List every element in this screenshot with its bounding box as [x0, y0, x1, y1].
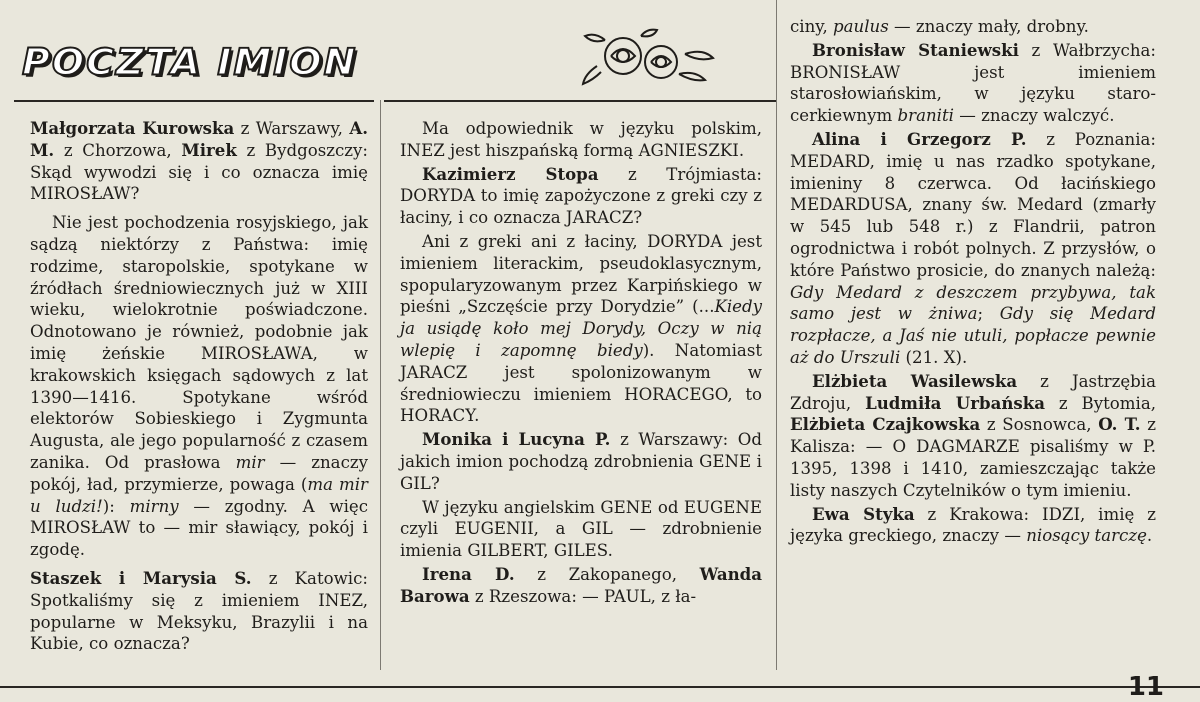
reader-name: Staszek i Marysia S. [30, 567, 252, 588]
section-title [22, 40, 542, 90]
text-run: z Poznania: MEDARD, imię u nas rzadko spotykane, imieniny 8 czerwca. Od łacińskiego MEDARDUSA, znany św. Medard (zmarły w 545 lub 548 r.) z Flandrii, patron ogrodnictwa i robót polnych. Z przysłów, o które Państwo prosicie, do znanych należą: [790, 129, 1157, 280]
paragraph [400, 429, 762, 494]
text-run: z Zakopanego, [514, 564, 700, 584]
text-run: z Warszawy: Od jakich imion pochodzą zdrobnienia GENE i GIL? [400, 430, 762, 493]
text-run: Ani z greki ani z łaciny, DORYDA jest imieniem literackim, pseudoklasycznym, spopularyzowanym przez Karpińskiego w pieśni „Szczęście przy Dorydzie” (... [400, 231, 762, 317]
italic-run: mirny [129, 496, 179, 516]
reader-name: Elżbieta Wasilewska [812, 370, 1018, 391]
column-divider [380, 100, 381, 670]
header-rule [384, 100, 776, 102]
text-run: ciny, [790, 17, 834, 36]
reader-name: Alina i Grzegorz P. [812, 128, 1027, 149]
paragraph [400, 497, 762, 562]
paragraph [400, 231, 762, 427]
text-column-3 [790, 16, 1156, 549]
text-run: z Rzeszowa: — PAUL, z ła- [469, 586, 697, 606]
text-run: Ma odpowiednik w języku polskim, INEZ jest hiszpańską formą AGNIESZKI. [400, 119, 762, 160]
paragraph [30, 212, 368, 561]
text-run: z Wałbrzycha: BRONISŁAW jest imieniem starosłowiańskim, w języku staro-cerkiewnym [790, 40, 1156, 126]
text-run: — znaczy pokój, ład, przymierze, powaga ( [30, 452, 368, 494]
column-divider [776, 0, 777, 670]
italic-run: paulus [833, 17, 889, 36]
text-run: Nie jest pochodzenia rosyjskiego, jak sądzą niektórzy z Państwa: imię rodzime, staropolskie, spotykane w źródłach średniowiecznych już w XIII wieku, wielokrotnie poświadczone. Odnotowano je również, podobnie jak imię żeńskie MIROSŁAWA, w krakowskich księgach sądowych z lat 1390—1416. Spotykane wśród elektorów Sobieskiego i Zygmunta Augusta, ale jego popularność z czasem zanika. Od prasłowa [30, 213, 368, 472]
reader-name: Elżbieta Czajkowska [790, 414, 981, 435]
text-run: z Sosnowca, [980, 415, 1099, 435]
text-run: z Chorzowa, [54, 140, 182, 160]
text-run: . [1146, 526, 1153, 546]
paragraph [30, 118, 368, 205]
reader-name: O. T. [1098, 414, 1141, 435]
reader-name: Ewa Styka [812, 503, 915, 524]
text-run: z Jastrzębia Zdroju, [790, 371, 1156, 413]
text-run: — znaczy mały, drobny. [888, 17, 1089, 36]
paragraph [790, 16, 1156, 38]
paragraph [790, 504, 1156, 548]
reader-name: Ludmiła Urbańska [865, 392, 1046, 413]
text-run: ; [977, 304, 1000, 324]
italic-run: mir [235, 452, 265, 472]
italic-run: Gdy się Medard rozpłacze, a Jaś nie utuli, popłacze pewnie aż do Urszuli [790, 304, 1156, 367]
paragraph [790, 371, 1156, 502]
reader-name: Małgorzata Kurowska [30, 118, 235, 138]
italic-run: niosący tarczę [1026, 526, 1147, 546]
paragraph [30, 568, 368, 655]
text-column-2 [400, 118, 762, 610]
text-run: (21. X). [900, 347, 968, 367]
paragraph [790, 129, 1156, 369]
text-column-1 [30, 118, 368, 662]
footer-rule [0, 686, 1200, 688]
reader-name: Monika i Lucyna P. [422, 429, 611, 450]
text-run: z Bydgoszczy: Skąd wywodzi się i co oznacza imię MIROSŁAW? [30, 140, 368, 204]
section-title-text: POCZTA IMION [22, 41, 358, 83]
text-run: z Katowic: Spotkaliśmy się z imieniem INEZ, popularne w Meksyku, Brazylii i na Kubie, co oznacza? [30, 568, 368, 654]
text-run: z Bytomia, [1045, 393, 1156, 413]
text-run: — znaczy walczyć. [953, 106, 1115, 126]
text-run: W języku angielskim GENE od EUGENE czyli EUGENII, a GIL — zdrobnienie imienia GILBERT, GILES. [400, 497, 762, 561]
reader-name: Mirek [181, 139, 237, 160]
text-run: z Kalisza: — O DAGMARZE pisaliśmy w P. 1395, 1398 i 1410, zamieszczając także listy naszych Czytelników o tym imieniu. [790, 415, 1156, 500]
paragraph [400, 564, 762, 608]
reader-name: Kazimierz Stopa [422, 163, 599, 184]
rose-ornament-icon [575, 26, 725, 92]
italic-run: Gdy Medard z deszczem przybywa, tak samo jest w żniwa [790, 282, 1156, 324]
italic-run: ma mir u ludzi! [30, 474, 368, 516]
text-run: ): [102, 496, 130, 516]
text-run: z Krakowa: IDZI, imię z języka greckiego, znaczy — [790, 504, 1156, 546]
paragraph [400, 164, 762, 229]
italic-run: braniti [897, 106, 954, 126]
text-run: z Trójmiasta: DORYDA to imię zapożyczone z greki czy z łaciny, i co oznacza JARACZ? [400, 164, 762, 228]
text-run: ). Natomiast JARACZ jest spolonizowanym w średniowieczu imieniem HORACEGO, to HORACY. [400, 340, 762, 426]
paragraph [400, 118, 762, 162]
text-run: — zgodny. A więc MIROSŁAW to — mir sławiący, pokój i zgodę. [30, 496, 368, 560]
header-rule [14, 100, 374, 102]
page-number: 11 [1127, 672, 1164, 702]
paragraph [790, 40, 1156, 127]
text-run: z Warszawy, [234, 119, 350, 138]
reader-name: Wanda Barowa [400, 563, 762, 606]
reader-name: Irena D. [422, 563, 515, 584]
reader-name: A. M. [30, 118, 368, 160]
reader-name: Bronisław Staniewski [812, 39, 1019, 60]
italic-run: Kiedy ja usiądę koło mej Dorydy, Oczy w nią wlepię i zapomnę biedy [400, 297, 762, 360]
